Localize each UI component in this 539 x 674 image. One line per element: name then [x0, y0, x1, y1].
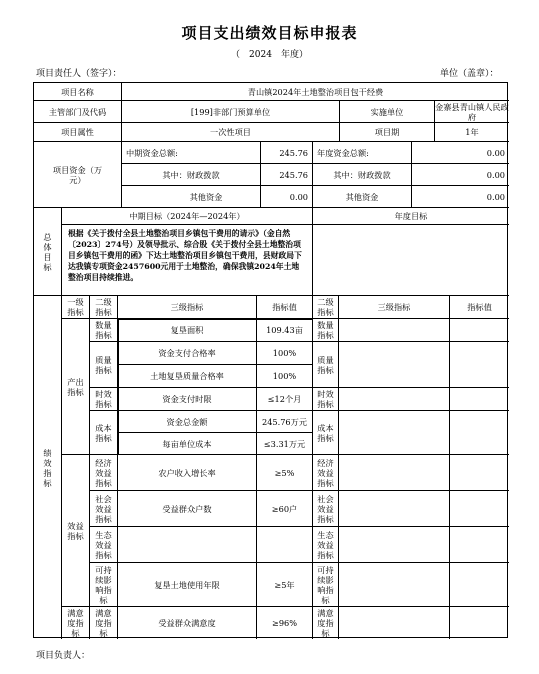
cost-indicator-label-year: 成本指标: [313, 411, 339, 455]
mid-fiscal-label: 其中：财政拨款: [122, 164, 261, 186]
indicator-name-2: 资金支付合格率: [118, 342, 257, 365]
mid-other-value: 0.00: [261, 186, 313, 208]
indicator-value-4: ≤12个月: [257, 388, 313, 411]
year-fiscal-value: 0.00: [412, 164, 509, 186]
indicator-value-3: 100%: [257, 365, 313, 388]
page-title: 项目支出绩效目标申报表: [181, 24, 358, 42]
dept-value: [199]非部门预算单位: [122, 101, 340, 123]
overall-goal-label: 总体目标: [34, 208, 62, 296]
timeliness-indicator-label: 时效指标: [90, 388, 118, 411]
satisfaction-indicator-label: 满意度指标: [62, 607, 90, 639]
ecological-indicator-label: 生态效益指标: [90, 527, 118, 563]
indicator-name-9: 复垦土地使用年限: [118, 563, 257, 607]
timeliness-indicator-label-year: 时效指标: [313, 388, 339, 411]
satisfaction-level2-label: 满意度指标: [90, 607, 118, 639]
indicator-value-10: ≥96%: [257, 607, 313, 639]
indicator-name-1: 复垦面积: [118, 319, 257, 342]
quantity-indicator-label-year: 数量指标: [313, 319, 339, 342]
social-indicator-label-year: 社会效益指标: [313, 491, 339, 527]
indicator-name-3: 土地复垦质量合格率: [118, 365, 257, 388]
quality-indicator-label: 质量指标: [90, 342, 118, 388]
cost-indicator-label: 成本指标: [90, 411, 118, 455]
indicator-value-6: ≤3.31万元: [257, 433, 313, 455]
quantity-indicator-label: 数量指标: [90, 319, 118, 342]
mid-goal-header: 中期目标（2024年—2024年）: [62, 208, 313, 225]
mid-fiscal-value: 245.76: [261, 164, 313, 186]
impl-unit-value: 金寨县青山镇人民政府: [435, 101, 509, 122]
project-leader-label: 项目负责人：: [36, 651, 91, 661]
perf-header-level3: 三级指标: [118, 296, 257, 319]
indicator-value-9: ≥5年: [257, 563, 313, 607]
mid-total-label: 中期资金总额:: [122, 142, 261, 164]
unit-seal-label: 单位（盖章）：: [440, 69, 499, 79]
project-attr-label: 项目属性: [34, 123, 122, 142]
year-goal-text: [313, 225, 509, 296]
responsible-signature-label: 项目责任人（签字）：: [36, 69, 122, 79]
indicator-value-2: 100%: [257, 342, 313, 365]
year-total-value: 0.00: [412, 142, 509, 164]
mid-total-value: 245.76: [261, 142, 313, 164]
perf-header-level1: 一级指标: [62, 296, 90, 319]
declaration-table: [33, 82, 508, 638]
indicator-value-1: 109.43亩: [257, 319, 313, 342]
year-fiscal-label: 其中：财政拨款: [313, 164, 412, 186]
quality-indicator-label-year: 质量指标: [313, 342, 339, 388]
sustainable-indicator-label-year: 可持续影响指标: [313, 563, 339, 607]
indicator-name-7: 农户收入增长率: [118, 455, 257, 491]
social-indicator-label: 社会效益指标: [90, 491, 118, 527]
project-attr-value: 一次性项目: [122, 123, 340, 142]
indicator-name-6: 每亩单位成本: [118, 433, 257, 455]
perf-indicator-label: 绩效指标: [34, 296, 62, 639]
indicator-name-10: 受益群众满意度: [118, 607, 257, 639]
perf-header-value: 指标值: [257, 296, 313, 319]
impl-unit-label: 实施单位: [340, 101, 435, 123]
year-total-label: 年度资金总额:: [313, 142, 412, 164]
perf-header-level2-year: 二级指标: [313, 296, 339, 319]
dept-label: 主管部门及代码: [34, 101, 122, 123]
indicator-name-4: 资金支付时限: [118, 388, 257, 411]
project-period-label: 项目期: [340, 123, 435, 142]
satisfaction-level2-label-year: 满意度指标: [313, 607, 339, 639]
economic-indicator-label: 经济效益指标: [90, 455, 118, 491]
output-indicator-label: 产出指标: [62, 319, 90, 455]
year-goal-header: 年度目标: [313, 208, 509, 225]
mid-other-label: 其他资金: [122, 186, 261, 208]
indicator-value-8: ≥60户: [257, 491, 313, 527]
year-other-label: 其他资金: [313, 186, 412, 208]
indicator-name-5: 资金总金额: [118, 411, 257, 433]
perf-header-level2: 二级指标: [90, 296, 118, 319]
mid-goal-text: 根据《关于拨付全县土地整治项目乡镇包干费用的请示》（金自然〔2023〕274号）及领导批示、综合股《关于拨付全县土地整治项目乡镇包干费用的函》下达土地整治项目乡镇包干费用，县财政局下达我镇专项资金2457600元用于土地整治，确保我镇2024年土地整治项目持续推进。: [62, 225, 313, 296]
project-name-value: 青山镇2024年土地整治项目包干经费: [122, 83, 509, 101]
benefit-indicator-label: 效益指标: [62, 455, 90, 607]
perf-header-value-year: 指标值: [450, 296, 509, 319]
project-period-value: 1年: [435, 123, 509, 142]
fund-label: 项目资金（万元）: [34, 142, 122, 208]
indicator-value-7: ≥5%: [257, 455, 313, 491]
year-line: （ 2024 年度）: [231, 50, 308, 60]
sustainable-indicator-label: 可持续影响指标: [90, 563, 118, 607]
year-other-value: 0.00: [412, 186, 509, 208]
project-name-label: 项目名称: [34, 83, 122, 101]
economic-indicator-label-year: 经济效益指标: [313, 455, 339, 491]
perf-header-level3-year: 三级指标: [339, 296, 450, 319]
indicator-name-8: 受益群众户数: [118, 491, 257, 527]
indicator-value-5: 245.76万元: [257, 411, 313, 433]
ecological-indicator-label-year: 生态效益指标: [313, 527, 339, 563]
